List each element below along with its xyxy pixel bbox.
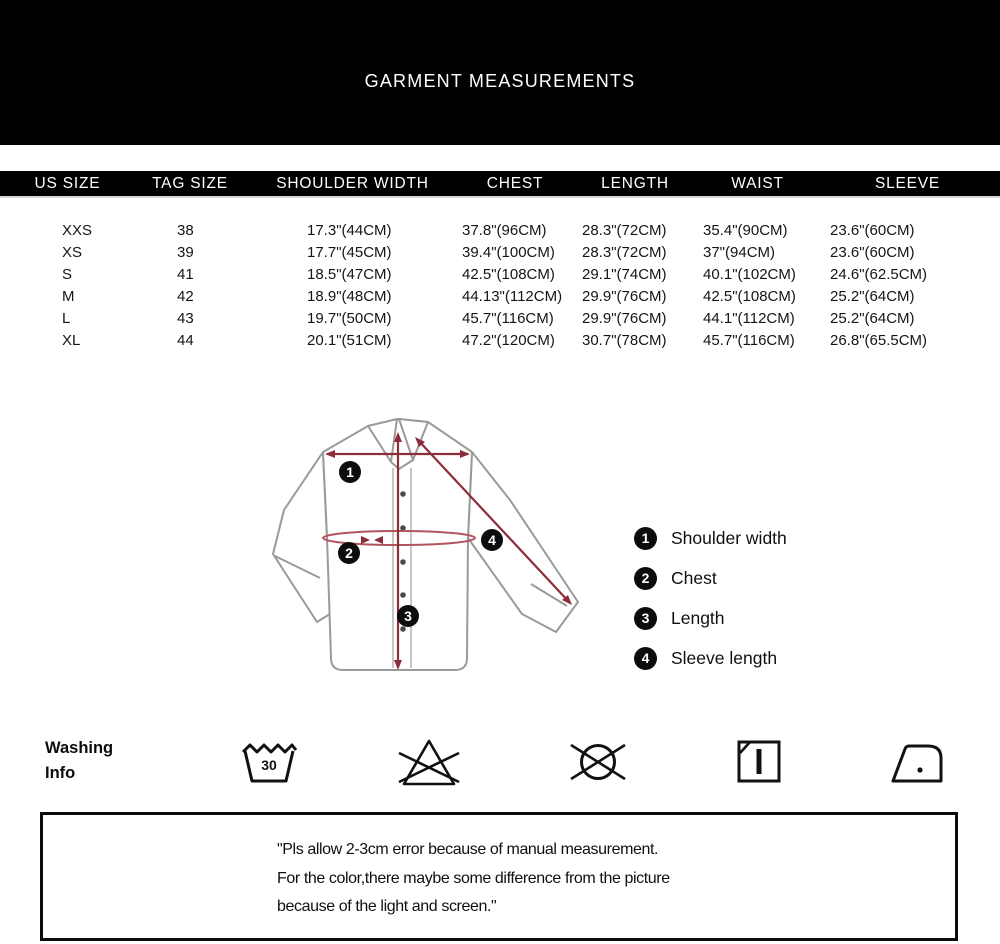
table-row [0, 220, 1000, 242]
note-line-1: "Pls allow 2-3cm error because of manual measurement. [277, 841, 659, 858]
cell: 28.3"(72CM) [582, 222, 667, 239]
column-header-tag-size: TAG SIZE [152, 175, 228, 192]
header-banner [0, 0, 1000, 145]
cell: 41 [177, 266, 194, 283]
cell: 28.3"(72CM) [582, 244, 667, 261]
table-row [0, 286, 1000, 308]
svg-text:30: 30 [261, 757, 277, 773]
cell: M [62, 288, 75, 305]
washing-info-line-1: Washing [45, 739, 114, 757]
cell: 23.6"(60CM) [830, 244, 915, 261]
column-header-sleeve: SLEEVE [874, 175, 941, 192]
cell: 25.2"(64CM) [830, 288, 915, 305]
cell: 45.7"(116CM) [462, 310, 554, 327]
size-table-body [0, 220, 1000, 352]
iron-low-heat-icon [890, 740, 950, 784]
cell: XL [62, 332, 81, 349]
legend-item-sleeve-length [634, 646, 787, 670]
cell: 23.6"(60CM) [830, 222, 915, 239]
measurement-legend [634, 526, 787, 670]
cell: XS [62, 244, 83, 261]
cell: 40.1"(102CM) [703, 266, 796, 283]
legend-badge-2: 2 [634, 567, 657, 590]
cell: 30.7"(78CM) [582, 332, 667, 349]
legend-label: Length [671, 607, 725, 628]
cell: 38 [177, 222, 194, 239]
cell: 47.2"(120CM) [462, 332, 555, 349]
cell: 43 [177, 310, 194, 327]
cell: 26.8"(65.5CM) [830, 332, 928, 349]
washing-info-line-2: Info [45, 763, 76, 782]
cell: 35.4"(90CM) [703, 222, 788, 239]
column-header-shoulder-width: SHOULDER WIDTH [276, 175, 429, 192]
cell: 29.9"(76CM) [582, 288, 667, 305]
page-title: GARMENT MEASUREMENTS [364, 71, 636, 91]
drip-dry-icon [735, 738, 783, 785]
table-row [0, 264, 1000, 286]
cell: 20.1"(51CM) [307, 332, 392, 349]
cell: 29.9"(76CM) [582, 310, 667, 327]
legend-label: Shoulder width [671, 527, 787, 548]
table-row [0, 308, 1000, 330]
legend-badge-1: 1 [634, 527, 657, 550]
do-not-bleach-icon [398, 737, 460, 789]
washing-info-heading [45, 736, 113, 785]
cell: 44.13"(112CM) [462, 288, 563, 305]
svg-text:4: 4 [488, 532, 496, 548]
cell: 18.5"(47CM) [307, 266, 392, 283]
svg-text:1: 1 [346, 464, 354, 480]
note-line-3: because of the light and screen." [277, 898, 497, 915]
cell: 37"(94CM) [703, 244, 776, 261]
cell: 29.1"(74CM) [582, 266, 667, 283]
shirt-measurement-diagram [265, 406, 595, 694]
do-not-tumble-dry-icon [568, 734, 628, 790]
size-table-header [0, 171, 1000, 198]
badge-4 [481, 529, 503, 551]
legend-badge-4: 4 [634, 647, 657, 670]
cell: 39.4"(100CM) [462, 244, 555, 261]
measurement-note [277, 836, 670, 922]
cell: 19.7"(50CM) [307, 310, 392, 327]
column-header-length: LENGTH [601, 175, 669, 192]
cell: 42.5"(108CM) [462, 266, 555, 283]
cell: L [62, 310, 71, 327]
svg-text:3: 3 [404, 608, 412, 624]
cell: 25.2"(64CM) [830, 310, 915, 327]
table-row [0, 330, 1000, 352]
legend-label: Chest [671, 567, 717, 588]
cell: 37.8"(96CM) [462, 222, 547, 239]
badge-3 [397, 605, 419, 627]
legend-item-length [634, 606, 787, 630]
cell: 44 [177, 332, 194, 349]
legend-item-shoulder-width [634, 526, 787, 550]
cell: 44.1"(112CM) [703, 310, 795, 327]
column-header-chest: CHEST [486, 175, 544, 192]
cell: 24.6"(62.5CM) [830, 266, 928, 283]
legend-item-chest [634, 566, 787, 590]
wash-30c-icon [240, 740, 298, 784]
badge-1 [339, 461, 361, 483]
cell: 39 [177, 244, 194, 261]
cell: XXS [62, 222, 93, 239]
measurement-note-box [40, 812, 958, 941]
cell: 18.9"(48CM) [307, 288, 392, 305]
column-header-us-size: US SIZE [34, 175, 101, 192]
cell: S [62, 266, 73, 283]
cell: 42.5"(108CM) [703, 288, 796, 305]
note-line-2: For the color,there maybe some difference from the picture [277, 869, 670, 887]
badge-2 [338, 542, 360, 564]
legend-label: Sleeve length [671, 647, 778, 668]
cell: 17.3"(44CM) [307, 222, 392, 239]
cell: 17.7"(45CM) [307, 244, 392, 261]
table-row [0, 242, 1000, 264]
cell: 42 [177, 288, 194, 305]
column-header-waist: WAIST [731, 175, 784, 192]
svg-text:2: 2 [345, 545, 353, 561]
legend-badge-3: 3 [634, 607, 657, 630]
cell: 45.7"(116CM) [703, 332, 795, 349]
